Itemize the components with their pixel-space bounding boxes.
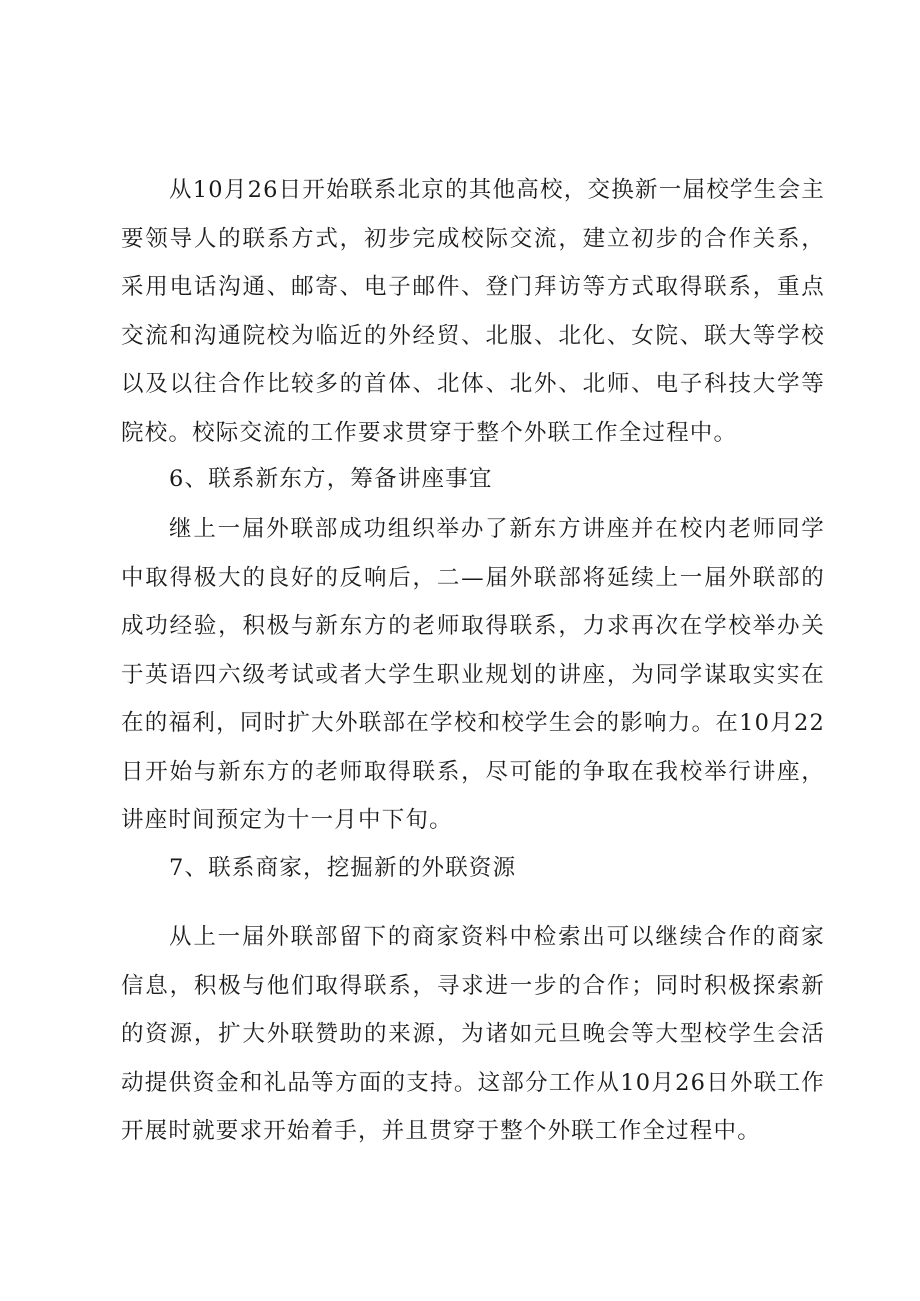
paragraph-merchant-resources: 从上一届外联部留下的商家资料中检索出可以继续合作的商家信息，积极与他们取得联系，寻求进一步的合作；同时积极探索新的资源，扩大外联赞助的来源，为诸如元旦晚会等大型校学生会活动提供资金和礼品等方面的支持。这部分工作从10月26日外联工作开展时就要求开始着手，并且贯穿于整个外联工作全过程中。 bbox=[121, 924, 825, 1144]
section-heading-6: 6、联系新东方，筹备讲座事宜 bbox=[169, 466, 493, 492]
section-heading-7: 7、联系商家，挖掘新的外联资源 bbox=[169, 855, 517, 881]
paragraph-inter-school-exchange: 从10月26日开始联系北京的其他高校，交换新一届校学生会主要领导人的联系方式，初步完成校际交流，建立初步的合作关系，采用电话沟通、邮寄、电子邮件、登门拜访等方式取得联系，重点交流和沟通院校为临近的外经贸、北服、北化、女院、联大等学校以及以往合作比较多的首体、北体、北外、北师、电子科技大学等院校。校际交流的工作要求贯穿于整个外联工作全过程中。 bbox=[121, 177, 825, 446]
paragraph-new-oriental-lecture: 继上一届外联部成功组织举办了新东方讲座并在校内老师同学中取得极大的良好的反响后，二—届外联部将延续上一届外联部的成功经验，积极与新东方的老师取得联系，力求再次在学校举办关于英语四六级考试或者大学生职业规划的讲座，为同学谋取实实在在的福利，同时扩大外联部在学校和校学生会的影响力。在10月22日开始与新东方的老师取得联系，尽可能的争取在我校举行讲座，讲座时间预定为十一月中下旬。 bbox=[121, 516, 825, 833]
